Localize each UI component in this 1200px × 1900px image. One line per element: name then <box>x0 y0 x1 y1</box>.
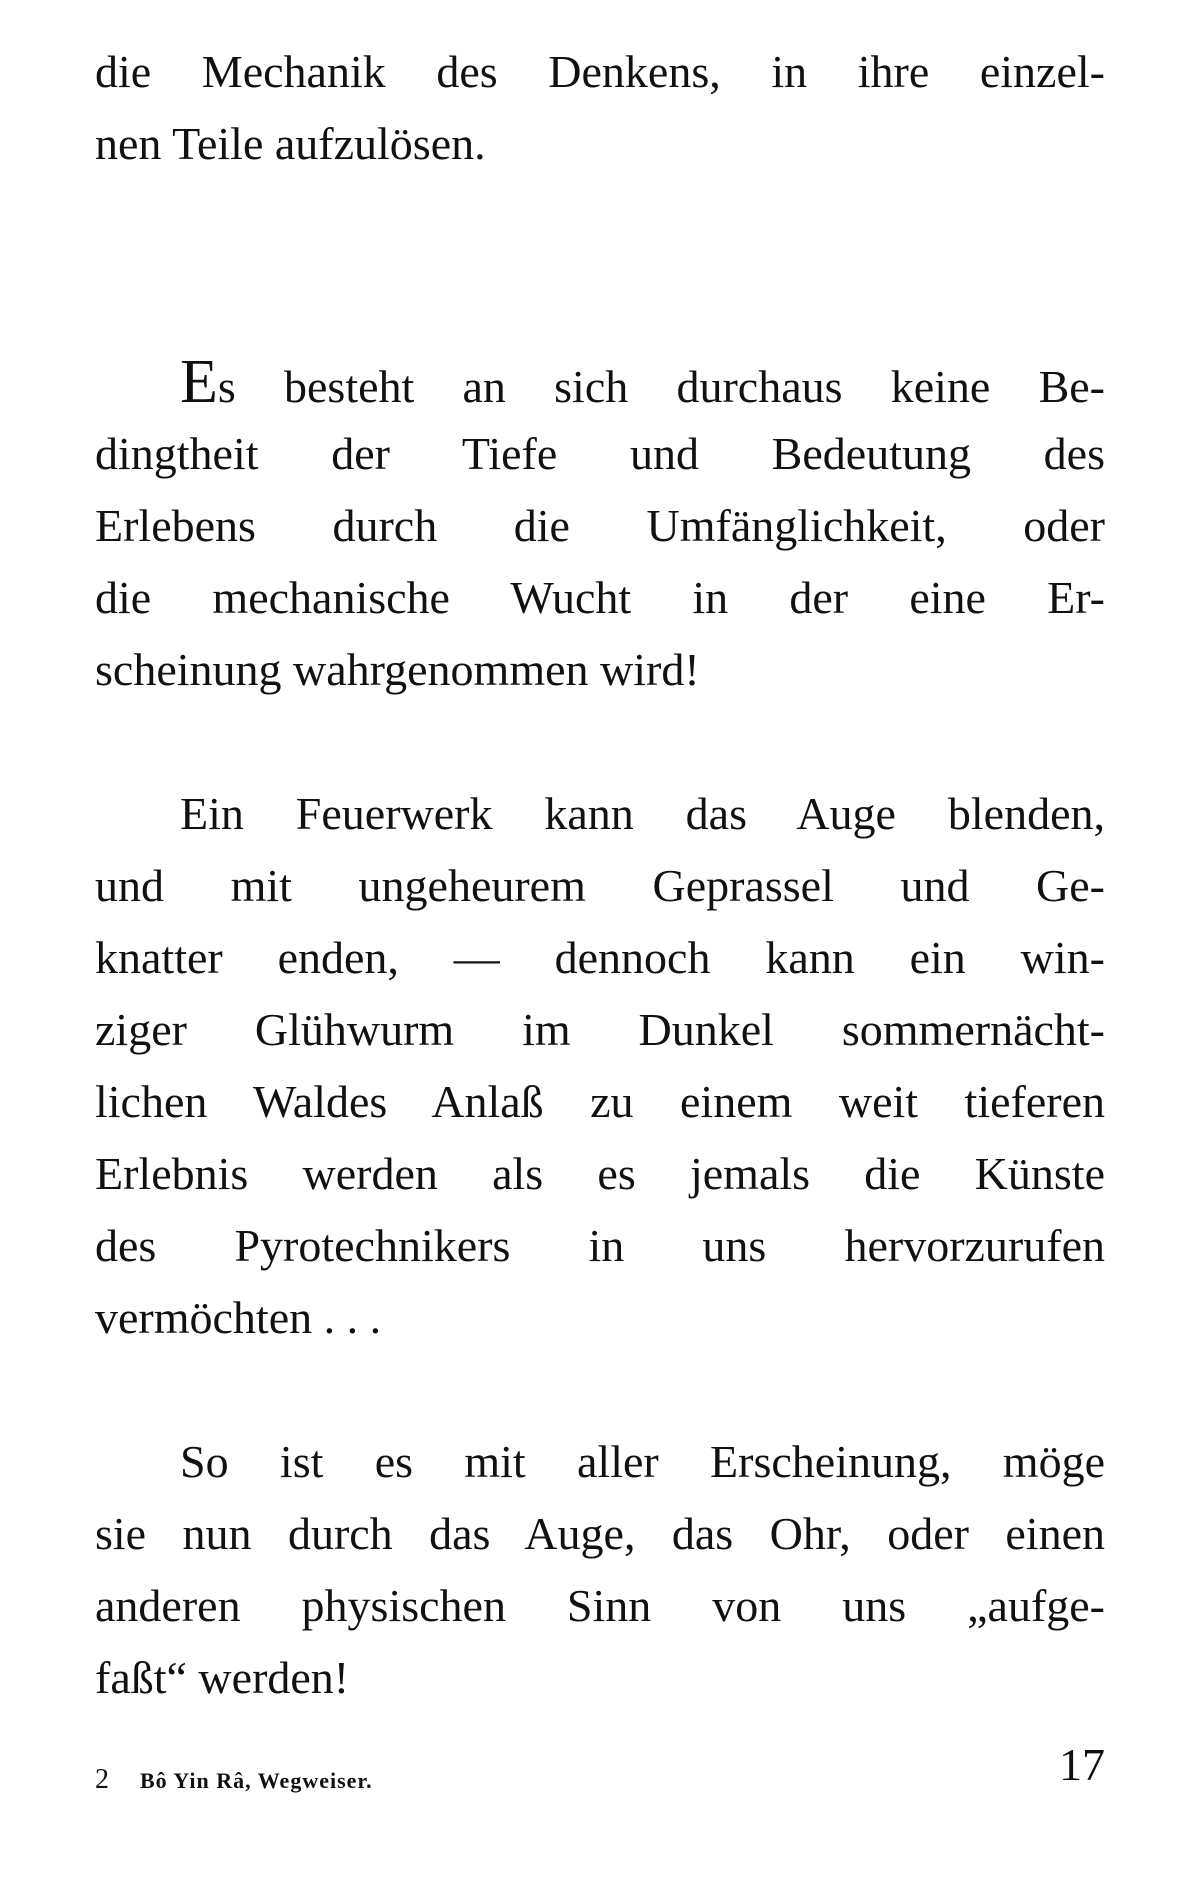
text-line: scheinung wahrgenommen wird! <box>95 644 700 695</box>
text-line: nen Teile aufzulösen. <box>95 118 486 169</box>
text-line: anderen physischen Sinn von uns „aufge- <box>95 1580 1105 1631</box>
text-line: Ein Feuerwerk kann das Auge blenden, <box>180 788 1105 839</box>
text-line: faßt“ werden! <box>95 1652 350 1703</box>
text-line: So ist es mit aller Erscheinung, möge <box>180 1436 1105 1487</box>
text-line: des Pyrotechnikers in uns hervorzurufen <box>95 1220 1105 1271</box>
text-line: sie nun durch das Auge, das Ohr, oder einen <box>95 1508 1105 1559</box>
page-number: 17 <box>1059 1739 1105 1790</box>
dropcap-letter: E <box>180 348 218 416</box>
text-line: ziger Glühwurm im Dunkel sommernächt- <box>95 1004 1105 1055</box>
first-line-rest: s besteht an sich durchaus keine Be- <box>217 361 1105 412</box>
text-line: Erlebnis werden als es jemals die Künste <box>95 1148 1105 1199</box>
text-line: dingtheit der Tiefe und Bedeutung des <box>95 428 1105 479</box>
paragraph-2 <box>95 346 1105 706</box>
text-line: vermöchten . . . <box>95 1292 382 1343</box>
text-line: lichen Waldes Anlaß zu einem weit tieferen <box>95 1076 1105 1127</box>
paragraph-1 <box>95 36 1105 180</box>
text-line: und mit ungeheurem Geprassel und Ge- <box>95 860 1105 911</box>
paragraph-3 <box>95 778 1105 1354</box>
signature-mark <box>95 1764 373 1796</box>
paragraph-4 <box>95 1426 1105 1714</box>
signature-text: Bô Yin Râ, Wegweiser. <box>140 1768 373 1793</box>
page-footer <box>95 1738 1105 1798</box>
text-line: knatter enden, — dennoch kann ein win- <box>95 932 1105 983</box>
signature-number: 2 <box>95 1764 110 1795</box>
text-line-first <box>95 346 1105 418</box>
text-line: die Mechanik des Denkens, in ihre einzel- <box>95 46 1105 97</box>
text-line: die mechanische Wucht in der eine Er- <box>95 572 1105 623</box>
text-line: Erlebens durch die Umfänglichkeit, oder <box>95 500 1105 551</box>
